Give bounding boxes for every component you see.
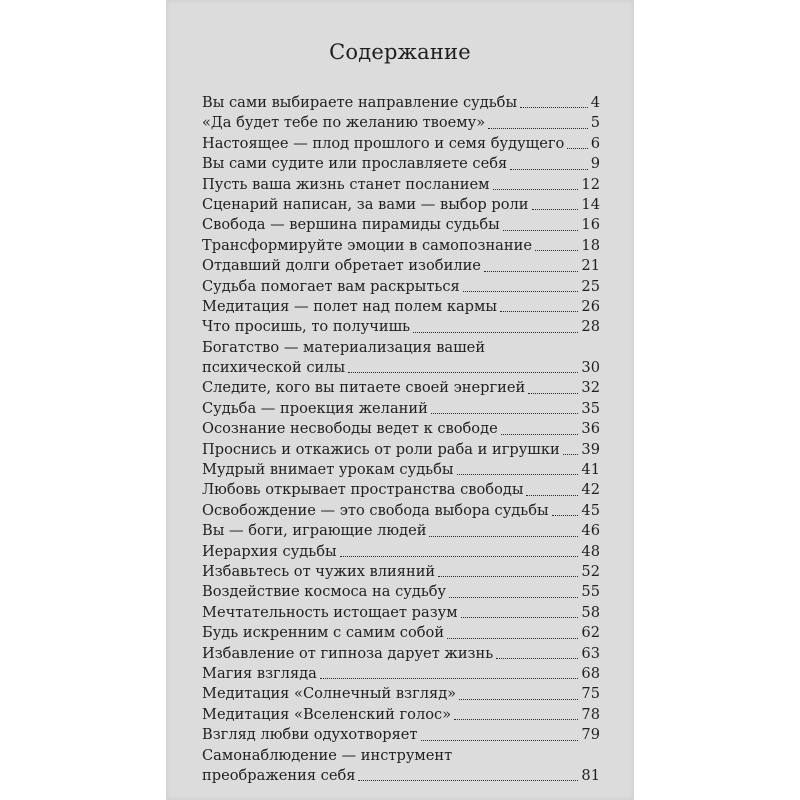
dot-leader	[463, 291, 579, 292]
toc-entry-title: Вы сами выбираете направление судьбы	[202, 93, 518, 111]
toc-entry	[202, 338, 600, 379]
toc-entry	[202, 419, 600, 439]
toc-entry-title: Магия взгляда	[202, 664, 317, 682]
dot-leader	[421, 740, 579, 741]
toc-entry-page-number: 25	[581, 277, 600, 295]
toc-entry-page-number: 35	[581, 399, 600, 417]
toc-entry-title: Следите, кого вы питаете своей энергией	[202, 379, 526, 397]
toc-entry-title: Самонаблюдение — инструмент	[202, 746, 453, 764]
toc-entry	[202, 378, 600, 398]
toc-entry	[202, 705, 600, 725]
toc-entry	[202, 440, 600, 460]
toc-entry-title: Трансформируйте эмоции в самопознание	[202, 236, 532, 254]
toc-entry-page-number: 55	[581, 583, 600, 601]
dot-leader	[431, 413, 579, 414]
toc-entry-page-number: 39	[581, 440, 600, 458]
toc-entry-page-number: 45	[581, 501, 600, 519]
toc-entry-title: Мечтательность истощает разум	[202, 603, 458, 621]
toc-entry-page-number: 14	[581, 195, 600, 213]
toc-entry	[202, 501, 600, 521]
toc-entry-title: Пусть ваша жизнь станет посланием	[202, 175, 490, 193]
toc-entry-page-number: 26	[581, 297, 600, 315]
toc-entry-title: Взгляд любви одухотворяет	[202, 726, 418, 744]
toc-entry-page-number: 12	[581, 175, 600, 193]
toc-entry-title: Осознание несвободы ведет к свободе	[202, 420, 498, 438]
dot-leader	[348, 372, 578, 373]
dot-leader	[488, 128, 588, 129]
toc-entry-page-number: 42	[581, 481, 600, 499]
toc-entry	[202, 542, 600, 562]
toc-entry	[202, 746, 600, 787]
toc-entry-page-number: 18	[581, 236, 600, 254]
toc-entry-title: «Да будет тебе по желанию твоему»	[202, 114, 486, 132]
toc-entry-page-number: 21	[581, 257, 600, 275]
toc-entry	[202, 113, 600, 133]
dot-leader	[449, 597, 578, 598]
toc-entry	[202, 175, 600, 195]
dot-leader	[459, 699, 578, 700]
contents-title: Содержание	[329, 40, 471, 64]
toc-entry	[202, 725, 600, 745]
toc-entry-page-number: 48	[581, 542, 600, 560]
dot-leader	[484, 271, 578, 272]
toc-entry-title: Судьба помогает вам раскрыться	[202, 277, 460, 295]
toc-entry-title: Будь искренним с самим собой	[202, 624, 445, 642]
dot-leader	[496, 658, 578, 659]
toc-entry-page-number: 46	[581, 522, 600, 540]
toc-entry-page-number: 5	[590, 114, 600, 132]
table-of-contents	[202, 93, 600, 786]
dot-leader	[567, 148, 587, 149]
toc-entry-page-number: 81	[581, 766, 600, 784]
toc-entry	[202, 603, 600, 623]
toc-entry	[202, 317, 600, 337]
toc-entry-page-number: 9	[590, 155, 600, 173]
toc-entry-title: преображения себя	[202, 766, 356, 784]
toc-entry	[202, 664, 600, 684]
toc-entry	[202, 644, 600, 664]
toc-entry-title: Освобождение — это свобода выбора судьбы	[202, 501, 549, 519]
dot-leader	[510, 169, 587, 170]
toc-entry-title: Избавьтесь от чужих влияний	[202, 562, 436, 580]
toc-entry	[202, 480, 600, 500]
toc-entry-title: Медитация «Солнечный взгляд»	[202, 685, 457, 703]
toc-entry-title: Вы сами судите или прославляете себя	[202, 155, 508, 173]
toc-entry-title: Иерархия судьбы	[202, 542, 337, 560]
toc-entry-page-number: 6	[590, 134, 600, 152]
dot-leader	[563, 454, 579, 455]
book-page	[166, 0, 634, 800]
toc-entry-page-number: 78	[581, 705, 600, 723]
toc-entry	[202, 623, 600, 643]
dot-leader	[413, 332, 578, 333]
dot-leader	[503, 230, 579, 231]
toc-entry	[202, 134, 600, 154]
dot-leader	[320, 678, 579, 679]
dot-leader	[461, 617, 579, 618]
toc-entry-page-number: 58	[581, 603, 600, 621]
toc-entry-title: Вы — боги, играющие людей	[202, 522, 427, 540]
dot-leader	[500, 311, 578, 312]
toc-entry	[202, 521, 600, 541]
toc-entry-page-number: 4	[590, 93, 600, 111]
toc-entry	[202, 277, 600, 297]
toc-entry	[202, 399, 600, 419]
dot-leader	[528, 393, 578, 394]
toc-entry-page-number: 16	[581, 216, 600, 234]
toc-entry	[202, 562, 600, 582]
toc-entry	[202, 154, 600, 174]
toc-entry	[202, 460, 600, 480]
toc-entry-page-number: 79	[581, 726, 600, 744]
toc-entry-title: Избавление от гипноза дарует жизнь	[202, 644, 494, 662]
toc-entry-page-number: 32	[581, 379, 600, 397]
toc-entry	[202, 215, 600, 235]
toc-entry-page-number: 52	[581, 562, 600, 580]
toc-entry-page-number: 36	[581, 420, 600, 438]
toc-entry	[202, 297, 600, 317]
toc-entry-title: Судьба — проекция желаний	[202, 399, 428, 417]
toc-entry	[202, 582, 600, 602]
toc-entry-title: Сценарий написан, за вами — выбор роли	[202, 195, 529, 213]
dot-leader	[532, 209, 579, 210]
toc-entry-title: Медитация — полет над полем кармы	[202, 297, 497, 315]
dot-leader	[438, 576, 578, 577]
toc-entry	[202, 236, 600, 256]
toc-entry-title: Воздействие космоса на судьбу	[202, 583, 447, 601]
toc-entry-page-number: 62	[581, 624, 600, 642]
toc-entry-title: Богатство — материализация вашей	[202, 338, 486, 356]
dot-leader	[493, 189, 579, 190]
toc-entry-title: Проснись и откажись от роли раба и игрушки	[202, 440, 560, 458]
toc-entry-title: Свобода — вершина пирамиды судьбы	[202, 216, 500, 234]
toc-entry	[202, 684, 600, 704]
toc-entry-page-number: 30	[581, 359, 600, 377]
toc-entry	[202, 195, 600, 215]
toc-entry-title: Что просишь, то получишь	[202, 318, 411, 336]
toc-entry-page-number: 28	[581, 318, 600, 336]
dot-leader	[429, 536, 578, 537]
dot-leader	[526, 495, 578, 496]
dot-leader	[520, 107, 588, 108]
toc-entry-title: Медитация «Вселенский голос»	[202, 705, 452, 723]
dot-leader	[552, 515, 579, 516]
toc-entry-title: Любовь открывает пространства свободы	[202, 481, 524, 499]
toc-entry-title: Отдавший долги обретает изобилие	[202, 257, 481, 275]
toc-entry	[202, 256, 600, 276]
toc-entry-page-number: 68	[581, 664, 600, 682]
toc-entry-page-number: 41	[581, 461, 600, 479]
dot-leader	[340, 556, 579, 557]
toc-entry-title: Мудрый внимает урокам судьбы	[202, 461, 454, 479]
toc-entry-page-number: 63	[581, 644, 600, 662]
toc-entry-title: Настоящее — плод прошлого и семя будущего	[202, 134, 565, 152]
toc-entry-page-number: 75	[581, 685, 600, 703]
dot-leader	[454, 719, 578, 720]
dot-leader	[457, 474, 579, 475]
dot-leader	[447, 638, 578, 639]
toc-entry-title: психической силы	[202, 359, 346, 377]
dot-leader	[501, 434, 579, 435]
dot-leader	[535, 250, 578, 251]
dot-leader	[358, 780, 578, 781]
toc-entry	[202, 93, 600, 113]
